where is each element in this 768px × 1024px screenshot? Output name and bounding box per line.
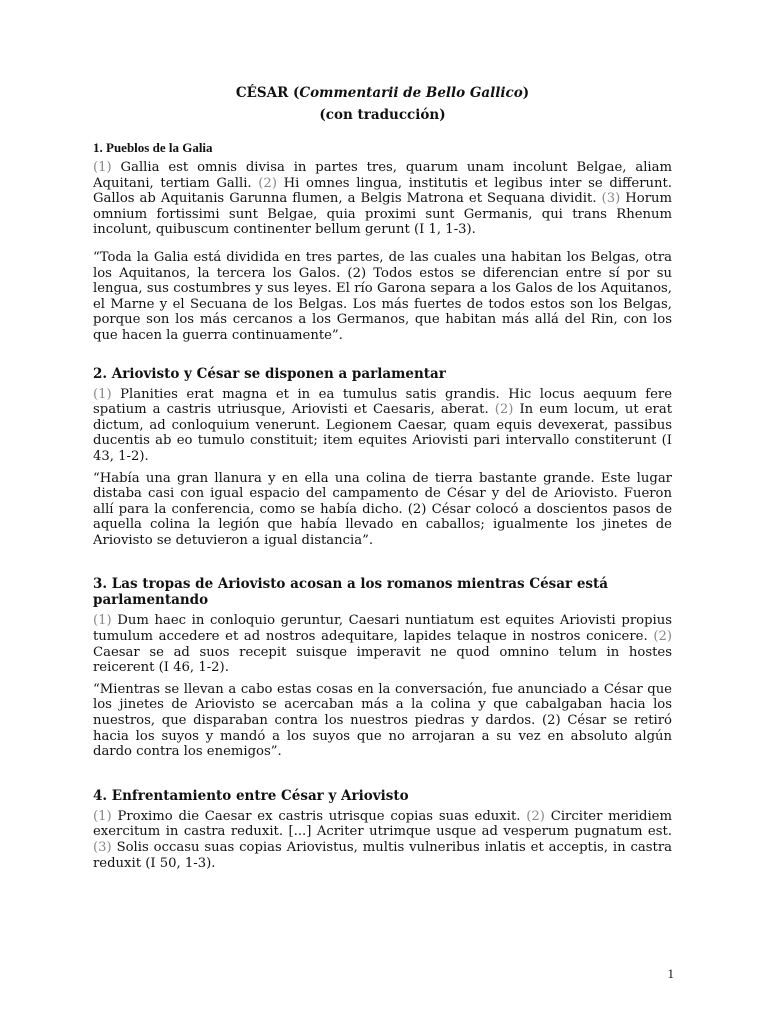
document-subtitle: (con traducción) [319,107,446,123]
document-page [93,82,672,871]
title-italic: Commentarii de Bello Gallico [299,85,523,101]
section-1-translation: “Toda la Galia está dividida en tres partes, de las cuales una habitan los Belgas, otra los Aquitanos, la tercera los Galos. (2) Todos estos se diferencian entre sí por su lengua, sus costumbres y sus leyes. El río Garona separa a los Galos de los Aquitanos, el Marne y el Secuana de los Belgas. Los más fuertes de todos estos son los Belgas, porque son los más cercanos a los Germanos, que habitan más allá del Rin, con los que hacen la guerra continuamente”. [93,249,672,343]
section-4-latin: (1) Proximo die Caesar ex castris utrisque copias suas eduxit. (2) Circiter meridiem exercitum in castra reduxit. [...] Acriter utrimque usque ad vesperum pugnatum est. (3) Solis occasu suas copias Ariovistus, multis vulneribus inlatis et acceptis, in castra reduxit (I 50, 1-3). [93,808,672,871]
page-number: 1 [667,966,674,981]
section-3-translation: “Mientras se llevan a cabo estas cosas en la conversación, fue anunciado a César que los jinetes de Ariovisto se acercaban más a la colina y que cabalgaban hacia los nuestros, que disparaban contra los nuestros piedras y dardos. (2) César se retiró hacia los suyos y mandó a los suyos que no arrojaran a su vez en absoluto algún dardo contra los enemigos”. [93,681,672,760]
section-2-translation: “Había una gran llanura y en ella una colina de tierra bastante grande. Este lugar distaba casi con igual espacio del campamento de César y del de Ariovisto. Fueron allí para la conferencia, como se había dicho. (2) César colocó a doscientos pasos de aquella colina la legión que había llevado en caballos; igualmente los jinetes de Ariovisto se detuvieron a igual distancia”. [93,470,672,548]
section-4-heading: 4. Enfrentamiento entre César y Ariovisto [93,787,409,804]
section-3-heading: 3. Las tropas de Ariovisto acosan a los romanos mientras César está parlamentando [93,576,608,609]
section-2-heading: 2. Ariovisto y César se disponen a parlamentar [93,365,446,382]
document-title: CÉSAR (Commentarii de Bello Gallico) [235,85,530,101]
section-1-heading: 1. Pueblos de la Galia [93,140,213,155]
section-3-latin: (1) Dum haec in conloquio geruntur, Caesari nuntiatum est equites Ariovisti propius tumulum accedere et ad nostros adequitare, lapides telaque in nostros conicere. (2) Caesar se ad suos recepit suisque imperavit ne quod omnino telum in hostes reicerent (I 46, 1-2). [93,613,672,676]
section-2-latin: (1) Planities erat magna et in ea tumulus satis grandis. Hic locus aequum fere spatium a castris utriusque, Ariovisti et Caesaris, aberat. (2) In eum locum, ut erat dictum, ad conloquium venerunt. Legionem Caesar, quam equis devexerat, passibus ducentis ab eo tumulo constituit; item equites Ariovisti pari intervallo constiterunt (I 43, 1-2). [93,386,673,464]
section-1-latin: (1) Gallia est omnis divisa in partes tres, quarum unam incolunt Belgae, aliam Aquitani, tertiam Galli. (2) Hi omnes lingua, institutis et legibus inter se differunt. Gallos ab Aquitanis Garunna flumen, a Belgis Matrona et Sequana dividit. (3) Horum omnium fortissimi sunt Belgae, quia proximi sunt Germanis, qui trans Rhenum incolunt, quibuscum continenter bellum gerunt (I 1, 1-3). [93,160,672,238]
